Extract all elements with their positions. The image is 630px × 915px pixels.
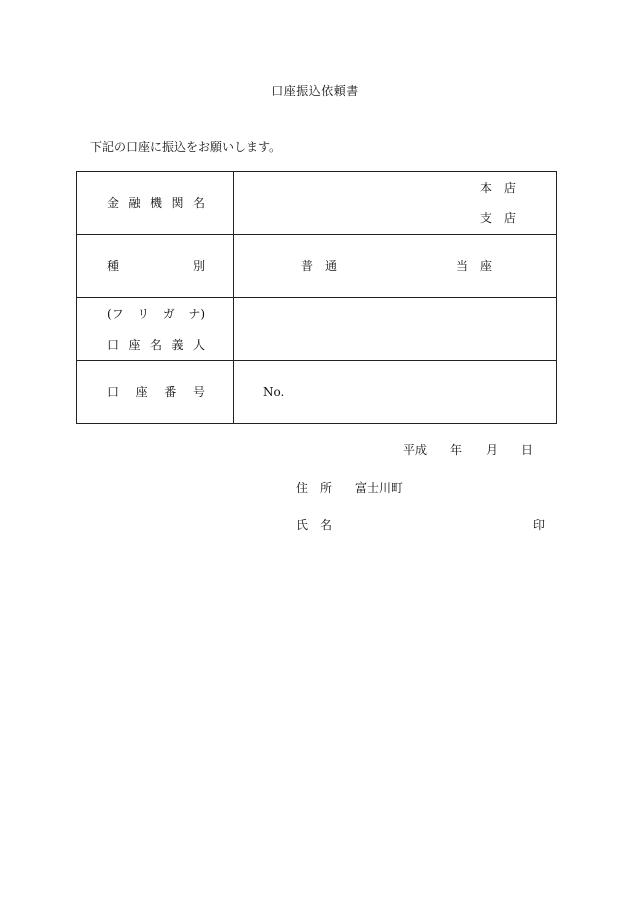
table-row-holder (77, 298, 557, 361)
holder-value-cell[interactable] (234, 298, 557, 361)
bank-label-cell (77, 172, 234, 235)
name-label: 氏 名 (296, 518, 333, 532)
address-label: 住 所 (296, 481, 333, 495)
bank-value-cell[interactable] (234, 172, 557, 235)
document-title: 口座振込依頼書 (271, 84, 359, 98)
number-value-cell[interactable] (234, 361, 557, 424)
table-row-number (77, 361, 557, 424)
table-row-bank (77, 172, 557, 235)
type-value-cell[interactable] (234, 235, 557, 298)
type-label-cell (77, 235, 234, 298)
table-row-type (77, 235, 557, 298)
bank-label: 金 融 機 関 名 (107, 196, 205, 210)
holder-label-cell (77, 298, 234, 361)
branch-label: 支 店 (480, 211, 517, 225)
transfer-form-table (76, 171, 557, 424)
date-year: 年 (450, 443, 463, 457)
date-month: 月 (486, 443, 499, 457)
seal-mark: 印 (533, 518, 546, 532)
address-value[interactable]: 富士川町 (355, 481, 404, 495)
account-number-label: 口 座 番 号 (107, 385, 205, 399)
intro-text: 下記の口座に振込をお願いします。 (90, 140, 282, 154)
date-era: 平成 (403, 443, 428, 457)
number-label-cell (77, 361, 234, 424)
number-prefix: No. (263, 385, 285, 399)
current-option[interactable]: 当 座 (456, 259, 493, 273)
date-day: 日 (521, 443, 534, 457)
head-office-label: 本 店 (480, 181, 517, 195)
type-label: 種 別 (107, 259, 205, 273)
ordinary-option[interactable]: 普 通 (301, 259, 338, 273)
account-holder-label: 口 座 名 義 人 (107, 338, 205, 352)
furigana-label: (フ リ ガ ナ) (107, 307, 205, 321)
